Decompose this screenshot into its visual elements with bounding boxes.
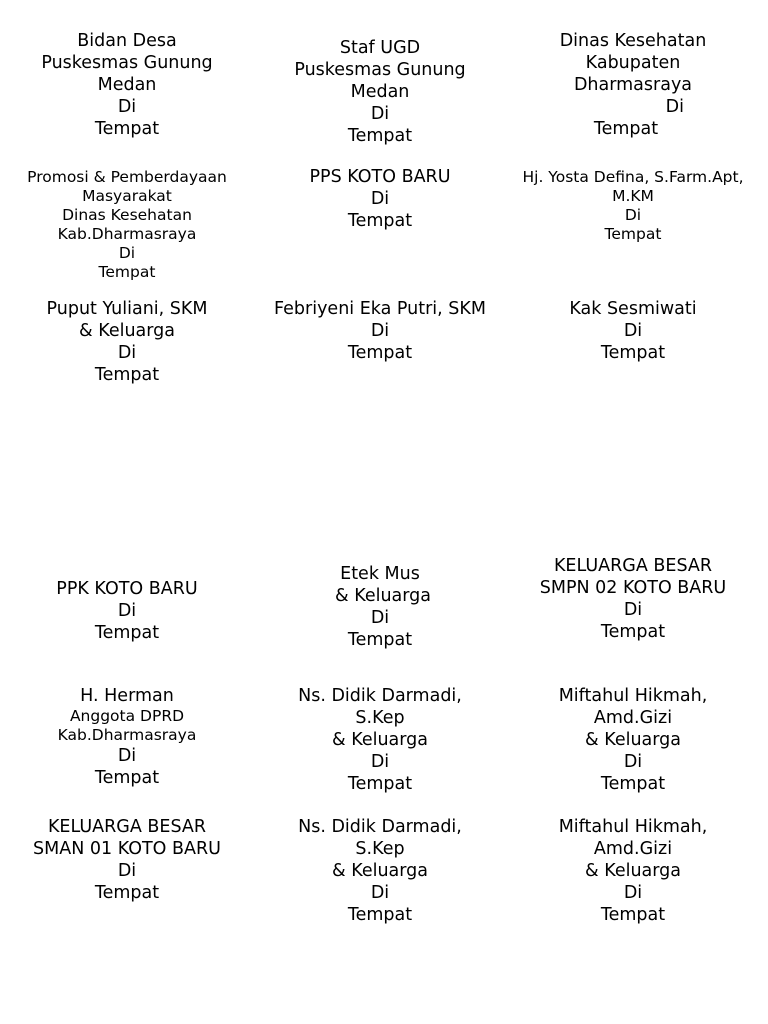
label-line: M.KM xyxy=(612,187,654,205)
label-line: Di xyxy=(370,104,390,124)
label-line: Staf UGD xyxy=(339,38,421,58)
label-line: Kab.Dharmasraya xyxy=(57,726,197,744)
address-label xyxy=(253,685,507,795)
address-label xyxy=(253,37,507,146)
label-line: Di xyxy=(370,752,390,772)
label-line: Promosi & Pemberdayaan xyxy=(27,168,227,186)
label-line: Kab.Dharmasraya xyxy=(57,225,197,243)
label-line: SMAN 01 KOTO BARU xyxy=(33,839,221,859)
label-line: Di xyxy=(665,97,684,117)
label-line: Tempat xyxy=(347,905,413,925)
label-line: Tempat xyxy=(347,211,413,231)
address-label xyxy=(0,168,254,281)
label-line: Miftahul Hikmah, xyxy=(558,686,708,706)
label-line: & Keluarga xyxy=(79,321,175,341)
label-line: Tempat xyxy=(604,225,662,243)
label-line: Tempat xyxy=(347,774,413,794)
address-label xyxy=(0,30,254,138)
address-label xyxy=(0,298,254,386)
label-line: Puput Yuliani, SKM xyxy=(46,299,208,319)
address-label xyxy=(253,816,507,926)
label-line: Di xyxy=(370,608,390,628)
label-line: Tempat xyxy=(94,883,160,903)
label-line: Anggota DPRD xyxy=(69,707,185,725)
label-line: Medan xyxy=(97,75,157,95)
label-line: Di xyxy=(370,189,390,209)
label-line: Etek Mus xyxy=(340,564,420,584)
address-label xyxy=(506,168,760,244)
address-label xyxy=(506,816,760,926)
label-line: Miftahul Hikmah, xyxy=(558,817,708,837)
label-line: & Keluarga xyxy=(332,861,428,881)
label-line: & Keluarga xyxy=(585,861,681,881)
label-line: Di xyxy=(370,321,390,341)
label-line: Tempat xyxy=(600,774,666,794)
address-label xyxy=(506,298,760,364)
label-line: Di xyxy=(623,752,643,772)
label-line: Di xyxy=(370,883,390,903)
label-line: Di xyxy=(117,746,137,766)
label-line: Kabupaten xyxy=(585,53,681,73)
label-line: S.Kep xyxy=(355,839,405,859)
address-label xyxy=(506,30,760,137)
label-line: Amd.Gizi xyxy=(593,708,673,728)
address-label xyxy=(506,555,760,643)
label-line: Kak Sesmiwati xyxy=(569,299,697,319)
label-line: Puskesmas Gunung xyxy=(41,53,213,73)
label-line: Medan xyxy=(350,82,410,102)
label-line: Di xyxy=(623,321,643,341)
label-line: Di xyxy=(118,244,136,262)
address-label xyxy=(253,563,507,651)
label-line: Febriyeni Eka Putri, SKM xyxy=(274,299,486,319)
label-line: Di xyxy=(623,600,643,620)
label-line: Tempat xyxy=(600,622,666,642)
label-line: Tempat xyxy=(600,343,666,363)
address-label xyxy=(253,298,507,364)
label-line: Tempat xyxy=(347,126,413,146)
label-line: SMPN 02 KOTO BARU xyxy=(539,578,727,598)
label-line: Bidan Desa xyxy=(77,31,177,51)
label-line: Dinas Kesehatan xyxy=(559,31,707,51)
label-line: Puskesmas Gunung xyxy=(294,60,466,80)
label-line: Tempat xyxy=(94,768,160,788)
label-line: S.Kep xyxy=(355,708,405,728)
label-line: & Keluarga xyxy=(585,730,681,750)
label-line: Tempat xyxy=(347,630,413,650)
address-label xyxy=(0,816,254,904)
address-label xyxy=(0,685,254,789)
label-line: Masyarakat xyxy=(82,187,172,205)
label-line: Di xyxy=(117,601,137,621)
label-line: Ns. Didik Darmadi, xyxy=(298,686,462,706)
label-line: & Keluarga xyxy=(332,730,428,750)
label-line: Di xyxy=(117,861,137,881)
label-line: Tempat xyxy=(347,343,413,363)
label-line: KELUARGA BESAR xyxy=(47,817,207,837)
label-line: H. Herman xyxy=(80,686,174,706)
label-line: Di xyxy=(117,97,137,117)
label-line: Dharmasraya xyxy=(573,75,693,95)
label-line: Tempat xyxy=(593,119,659,139)
address-label xyxy=(0,578,254,644)
label-line: Tempat xyxy=(600,905,666,925)
label-line: Dinas Kesehatan xyxy=(62,206,192,224)
label-line: Di xyxy=(624,206,642,224)
label-line: Amd.Gizi xyxy=(593,839,673,859)
label-line: Di xyxy=(623,883,643,903)
label-line: Hj. Yosta Defina, S.Farm.Apt, xyxy=(522,168,744,186)
label-line: & Keluarga xyxy=(335,586,431,606)
label-line: Di xyxy=(117,343,137,363)
label-line: Tempat xyxy=(94,365,160,385)
label-line: Ns. Didik Darmadi, xyxy=(298,817,462,837)
label-line: Tempat xyxy=(94,119,160,139)
label-line: Tempat xyxy=(98,263,156,281)
label-line: PPS KOTO BARU xyxy=(309,167,451,187)
label-line: PPK KOTO BARU xyxy=(56,579,198,599)
label-line: KELUARGA BESAR xyxy=(553,556,713,576)
address-label xyxy=(506,685,760,795)
label-line: Tempat xyxy=(94,623,160,643)
address-label xyxy=(253,166,507,232)
